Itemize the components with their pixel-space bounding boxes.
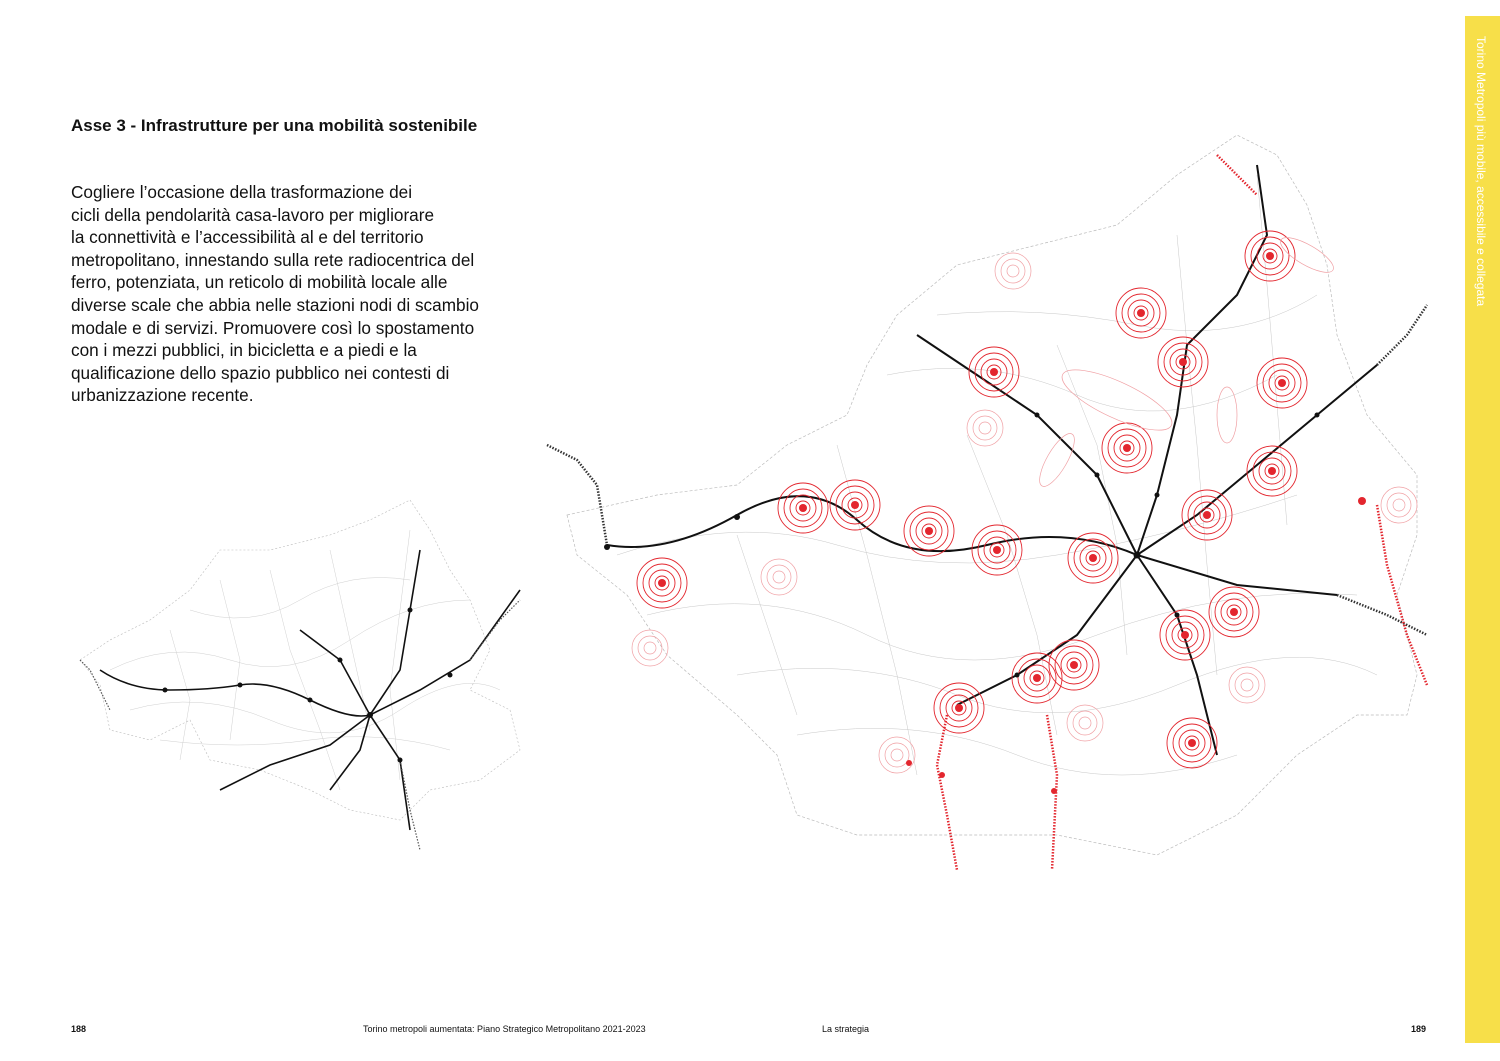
publication-title: Torino metropoli aumentata: Piano Strategico Metropolitano 2021-2023 xyxy=(363,1024,646,1034)
page-number-left: 188 xyxy=(71,1024,87,1034)
page-number-right: 189 xyxy=(1411,1024,1427,1034)
body-paragraph: Cogliere l’occasione della trasformazione dei cicli della pendolarità casa-lavoro per migliorare la connettività e l’accessibilità al e del territorio metropolitano, innestando sulla rete radiocentrica del ferro, potenziata, un reticolo di mobilità locale alle diverse scale che abbia nelle stazioni nodi di scambio modale e di servizi. Promuovere così lo spostamento con i mezzi pubblici, in bicicletta e a piedi e la qualificazione dello spazio pubblico nei contesti di urbanizzazione recente. xyxy=(71,182,479,406)
side-band-label: Torino Metropoli più mobile, accessibile e collegata xyxy=(1474,36,1488,307)
section-heading: Asse 3 - Infrastrutture per una mobilità sostenibile xyxy=(71,116,478,135)
section-name: La strategia xyxy=(822,1024,870,1034)
small-network-map xyxy=(70,490,530,870)
large-network-map xyxy=(537,115,1432,875)
